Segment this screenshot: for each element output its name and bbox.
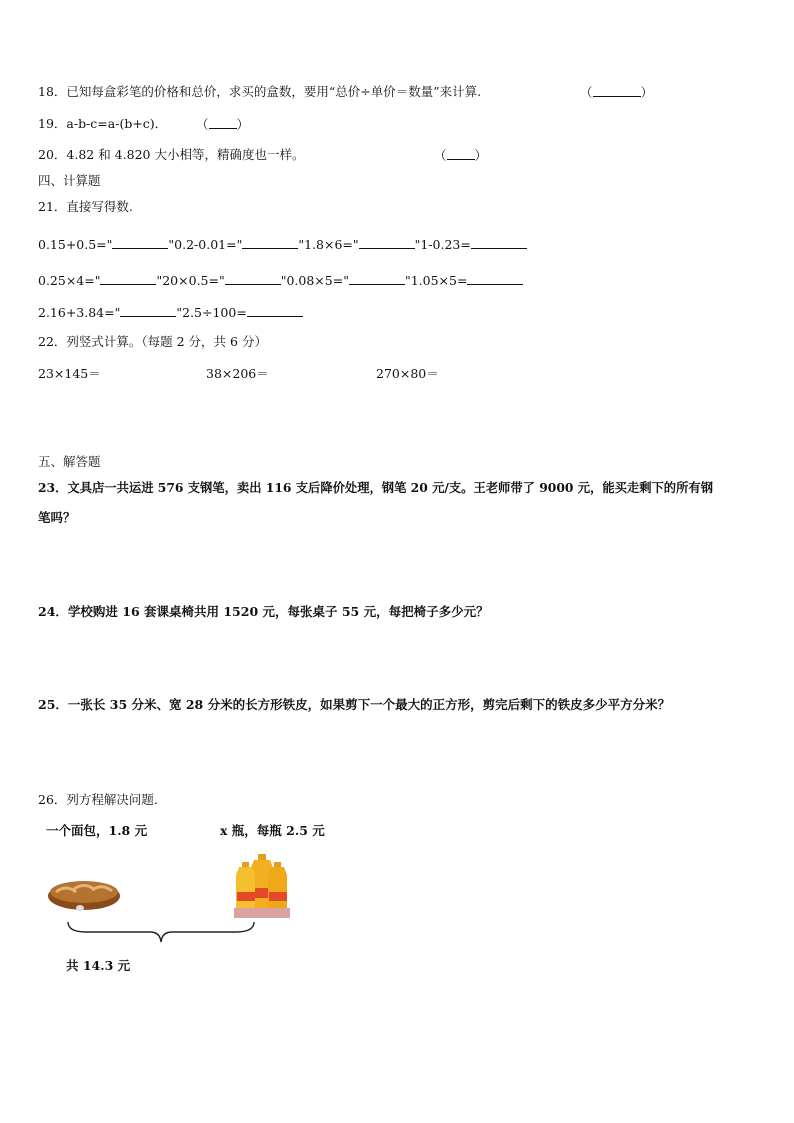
q22-item-1: 23×145＝: [38, 366, 101, 381]
q21-expr: 0.25×4=": [38, 273, 101, 288]
question-22-title: 22．列竖式计算。（每题 2 分，共 6 分）: [38, 334, 267, 349]
question-18-text: 18．已知每盒彩笔的价格和总价，求买的盒数，要用“总价÷单价＝数量”来计算.: [38, 84, 482, 99]
bottle-price-label: x 瓶，每瓶 2.5 元: [220, 823, 325, 838]
q21-expr: "0.08×5=": [280, 273, 349, 288]
section-4-heading: 四、计算题: [38, 173, 101, 188]
total-brace-icon: [66, 920, 256, 946]
bread-icon: [46, 874, 122, 914]
question-26-title: 26．列方程解决问题.: [38, 792, 158, 807]
q21-answer-blank[interactable]: [100, 272, 156, 285]
total-price-label: 共 14.3 元: [66, 958, 131, 973]
answer-paren-18[interactable]: （ ）: [580, 85, 654, 100]
q21-expr: "0.2-0.01=": [168, 237, 243, 252]
section-5-heading: 五、解答题: [38, 454, 101, 469]
q21-answer-blank[interactable]: [349, 272, 405, 285]
question-19: [38, 116, 167, 132]
q21-answer-blank[interactable]: [242, 236, 298, 249]
q21-expr: "1.05×5=: [404, 273, 468, 288]
q21-row-2: [38, 272, 523, 289]
answer-paren-19[interactable]: （ ）: [196, 117, 250, 132]
question-24: 24．学校购进 16 套课桌椅共用 1520 元，每张桌子 55 元，每把椅子多少元？: [38, 604, 489, 619]
q21-expr: "1-0.23=: [414, 237, 471, 252]
answer-blank-20[interactable]: [447, 147, 475, 160]
q21-answer-blank[interactable]: [359, 236, 415, 249]
q22-item-3: 270×80＝: [376, 366, 439, 381]
q21-expr: "20×0.5=": [156, 273, 225, 288]
answer-blank-18[interactable]: [593, 84, 641, 97]
question-19-text: 19．a-b-c=a-(b+c)．: [38, 116, 168, 131]
question-20-text: 20．4.82 和 4.820 大小相等，精确度也一样。: [38, 147, 305, 162]
q21-expr: 0.15+0.5=": [38, 237, 113, 252]
bread-price-label: 一个面包，1.8 元: [46, 823, 148, 838]
q21-answer-blank[interactable]: [471, 236, 527, 249]
q21-answer-blank[interactable]: [247, 304, 303, 317]
q21-expr: "1.8×6=": [298, 237, 359, 252]
question-18: [38, 84, 481, 100]
question-23-line-2: 笔吗？: [38, 510, 76, 525]
answer-paren-20[interactable]: （ ）: [434, 148, 488, 163]
q21-row-1: [38, 236, 527, 253]
q22-item-2: 38×206＝: [206, 366, 269, 381]
q21-answer-blank[interactable]: [120, 304, 176, 317]
question-25: 25．一张长 35 分米、宽 28 分米的长方形铁皮，如果剪下一个最大的正方形，剪完后剩下的铁皮多少平方分米？: [38, 697, 671, 712]
question-21-title: 21．直接写得数.: [38, 199, 133, 214]
q21-row-3: [38, 304, 303, 321]
answer-blank-19[interactable]: [209, 116, 237, 129]
q21-expr: 2.16+3.84=": [38, 305, 121, 320]
q21-answer-blank[interactable]: [112, 236, 168, 249]
juice-bottles-icon: [230, 852, 292, 920]
q21-expr: "2.5÷100=: [176, 305, 247, 320]
question-23-line-1: 23．文具店一共运进 576 支钢笔，卖出 116 支后降价处理，钢笔 20 元/支。王老师带了 9000 元，能买走剩下的所有钢: [38, 480, 713, 495]
question-20: [38, 147, 304, 163]
q21-answer-blank[interactable]: [225, 272, 281, 285]
q21-answer-blank[interactable]: [467, 272, 523, 285]
